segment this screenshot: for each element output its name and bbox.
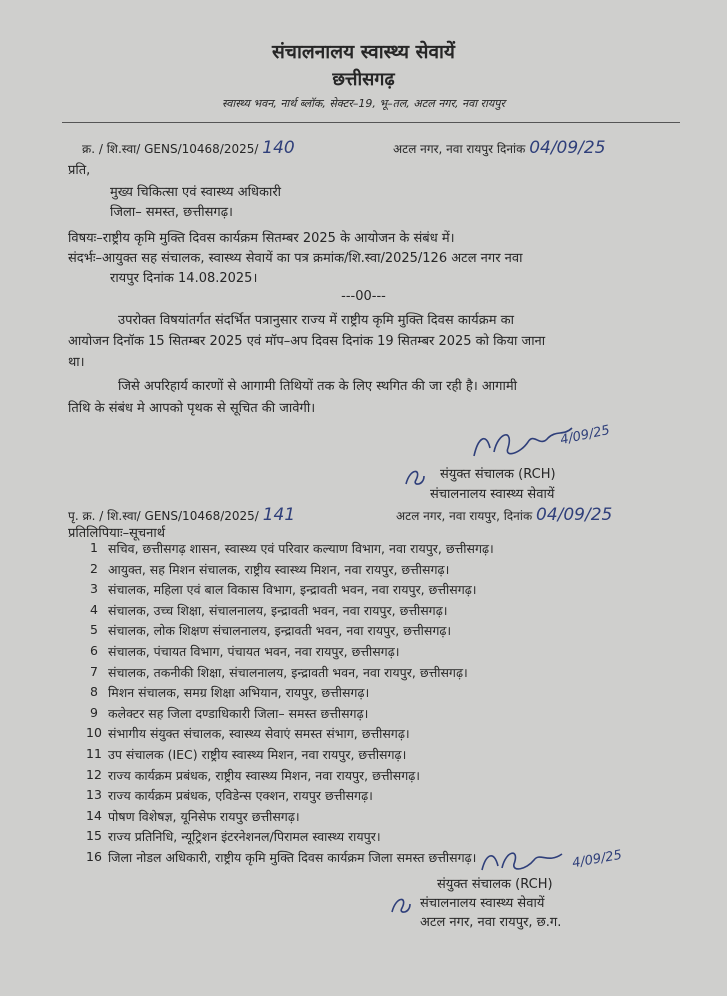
list-item: 12 राज्य कार्यक्रम प्रबंधक, राष्ट्रीय स्वास्थ्य मिशन, नवा रायपुर, छत्तीसगढ़। (86, 766, 421, 783)
letter-ref-prefix: क्र. / शि.स्वा/ GENS/10468/2025/ (82, 142, 259, 156)
body-p2-line-2: तिथि के संबंध मे आपको पृथक से सूचित की जावेगी। (68, 401, 316, 416)
copy-place-date-prefix: अटल नगर, नवा रायपुर, दिनांक (396, 509, 533, 523)
initial-scribble-icon (402, 464, 428, 490)
list-item: 7 संचालक, तकनीकी शिक्षा, संचालनालय, इन्द्रावती भवन, नवा रायपुर, छत्तीसगढ़। (90, 663, 468, 680)
copy-sign-office: संचालनालय स्वास्थ्य सेवायें (420, 896, 545, 911)
list-item: 5 संचालक, लोक शिक्षण संचालनालय, इन्द्रावती भवन, नवा रायपुर, छत्तीसगढ़। (90, 622, 452, 639)
list-item: 2 आयुक्त, सह मिशन संचालक, राष्ट्रीय स्वास्थ्य मिशन, नवा रायपुर, छत्तीसगढ़। (90, 560, 450, 577)
copy-sign-place: अटल नगर, नवा रायपुर, छ.ग. (420, 915, 562, 930)
copy-sign-designation: संयुक्त संचालक (RCH) (437, 877, 553, 892)
body-p2-line-1: जिसे अपरिहार्य कारणों से आगामी तिथियों तक के लिए स्थगित की जा रही है। आगामी (118, 379, 517, 394)
reference-line-1: संदर्भः–आयुक्त सह संचालक, स्वास्थ्य सेवायें का पत्र क्रमांक/शि.स्वा/2025/126 अटल नगर नवा (68, 251, 523, 266)
letter-place-date (393, 138, 606, 158)
list-item: 10 संभागीय संयुक्त संचालक, स्वास्थ्य सेवाएं समस्त संभाग, छत्तीसगढ़। (86, 725, 410, 742)
list-item: 9 कलेक्टर सह जिला दण्डाधिकारी जिला– समस्त छत्तीसगढ़। (90, 704, 369, 721)
list-item: 6 संचालक, पंचायत विभाग, पंचायत भवन, नवा रायपुर, छत्तीसगढ़। (90, 642, 400, 659)
to-label: प्रति, (68, 163, 91, 178)
subject-line: विषयः–राष्ट्रीय कृमि मुक्ति दिवस कार्यक्रम सितम्बर 2025 के आयोजन के संबंध में। (68, 231, 455, 246)
list-item: 8 मिशन संचालक, समग्र शिक्षा अभियान, रायपुर, छत्तीसगढ़। (90, 684, 370, 701)
org-address: स्वास्थ्य भवन, नार्थ ब्लॉक, सेक्टर–19, भू–तल, अटल नगर, नवा रायपुर (221, 97, 506, 110)
to-line-2: जिला– समस्त, छत्तीसगढ़। (110, 205, 233, 220)
list-item: 1 सचिव, छत्तीसगढ़ शासन, स्वास्थ्य एवं परिवार कल्याण विभाग, नवा रायपुर, छत्तीसगढ़। (90, 540, 494, 556)
copy-place-date (396, 505, 612, 525)
letter-date-handwritten: 04/09/25 (529, 138, 606, 158)
reference-line-2: रायपुर दिनांक 14.08.2025। (110, 271, 258, 286)
copy-ref-number: 141 (262, 505, 296, 525)
copy-signature-date-handwritten: 4/09/25 (571, 847, 624, 872)
list-item: 14 पोषण विशेषज्ञ, यूनिसेफ रायपुर छत्तीसगढ़। (86, 807, 300, 824)
list-item: 15 राज्य प्रतिनिधि, न्यूट्रिशन इंटरनेशनल/पिरामल स्वास्थ्य रायपुर। (86, 828, 381, 845)
copy-initial-scribble-icon (388, 892, 414, 918)
body-p1-line-2: आयोजन दिनॉक 15 सितम्बर 2025 एवं मॉप–अप दिवस दिनांक 19 सितम्बर 2025 को किया जाना (68, 334, 546, 349)
list-item: 13 राज्य कार्यक्रम प्रबंधक, एविडेन्स एक्शन, रायपुर छत्तीसगढ़। (86, 787, 373, 804)
signature-date-handwritten: 4/09/25 (558, 422, 612, 449)
sign-office: संचालनालय स्वास्थ्य सेवायें (430, 487, 555, 502)
copy-heading: प्रतिलिपियाः–सूचनार्थ (68, 526, 166, 541)
letter-ref (82, 138, 295, 158)
copy-ref (68, 505, 295, 525)
copy-list (80, 540, 494, 870)
copy-ref-prefix: पृ. क्र. / शि.स्वा/ GENS/10468/2025/ (68, 509, 259, 523)
list-item: 4 संचालक, उच्च शिक्षा, संचालनालय, इन्द्रावती भवन, नवा रायपुर, छत्तीसगढ़। (90, 601, 448, 618)
org-name: संचालनालय स्वास्थ्य सेवायें (272, 41, 455, 63)
body-p1-line-1: उपरोक्त विषयांतर्गत संदर्भित पत्रानुसार राज्य में राष्ट्रीय कृमि मुक्ति दिवस कार्यक्रम का (118, 313, 514, 328)
body-p1-line-3: था। (68, 355, 85, 370)
sign-designation: संयुक्त संचालक (RCH) (440, 467, 556, 482)
to-line-1: मुख्य चिकित्सा एवं स्वास्थ्य अधिकारी (110, 185, 282, 200)
letter-place-date-prefix: अटल नगर, नवा रायपुर दिनांक (393, 142, 526, 156)
separator: ---00--- (341, 289, 386, 304)
state-name: छत्तीसगढ़ (332, 69, 395, 90)
list-item: 3 संचालक, महिला एवं बाल विकास विभाग, इन्द्रावती भवन, नवा रायपुर, छत्तीसगढ़। (90, 581, 477, 598)
header-divider (62, 122, 680, 123)
letter-ref-number: 140 (262, 138, 295, 158)
list-item: 16 जिला नोडल अधिकारी, राष्ट्रीय कृमि मुक्ति दिवस कार्यक्रम जिला समस्त छत्तीसगढ़। (86, 848, 477, 865)
list-item: 11 उप संचालक (IEC) राष्ट्रीय स्वास्थ्य मिशन, नवा रायपुर, छत्तीसगढ़। (86, 745, 407, 762)
copy-date-handwritten: 04/09/25 (536, 505, 613, 525)
